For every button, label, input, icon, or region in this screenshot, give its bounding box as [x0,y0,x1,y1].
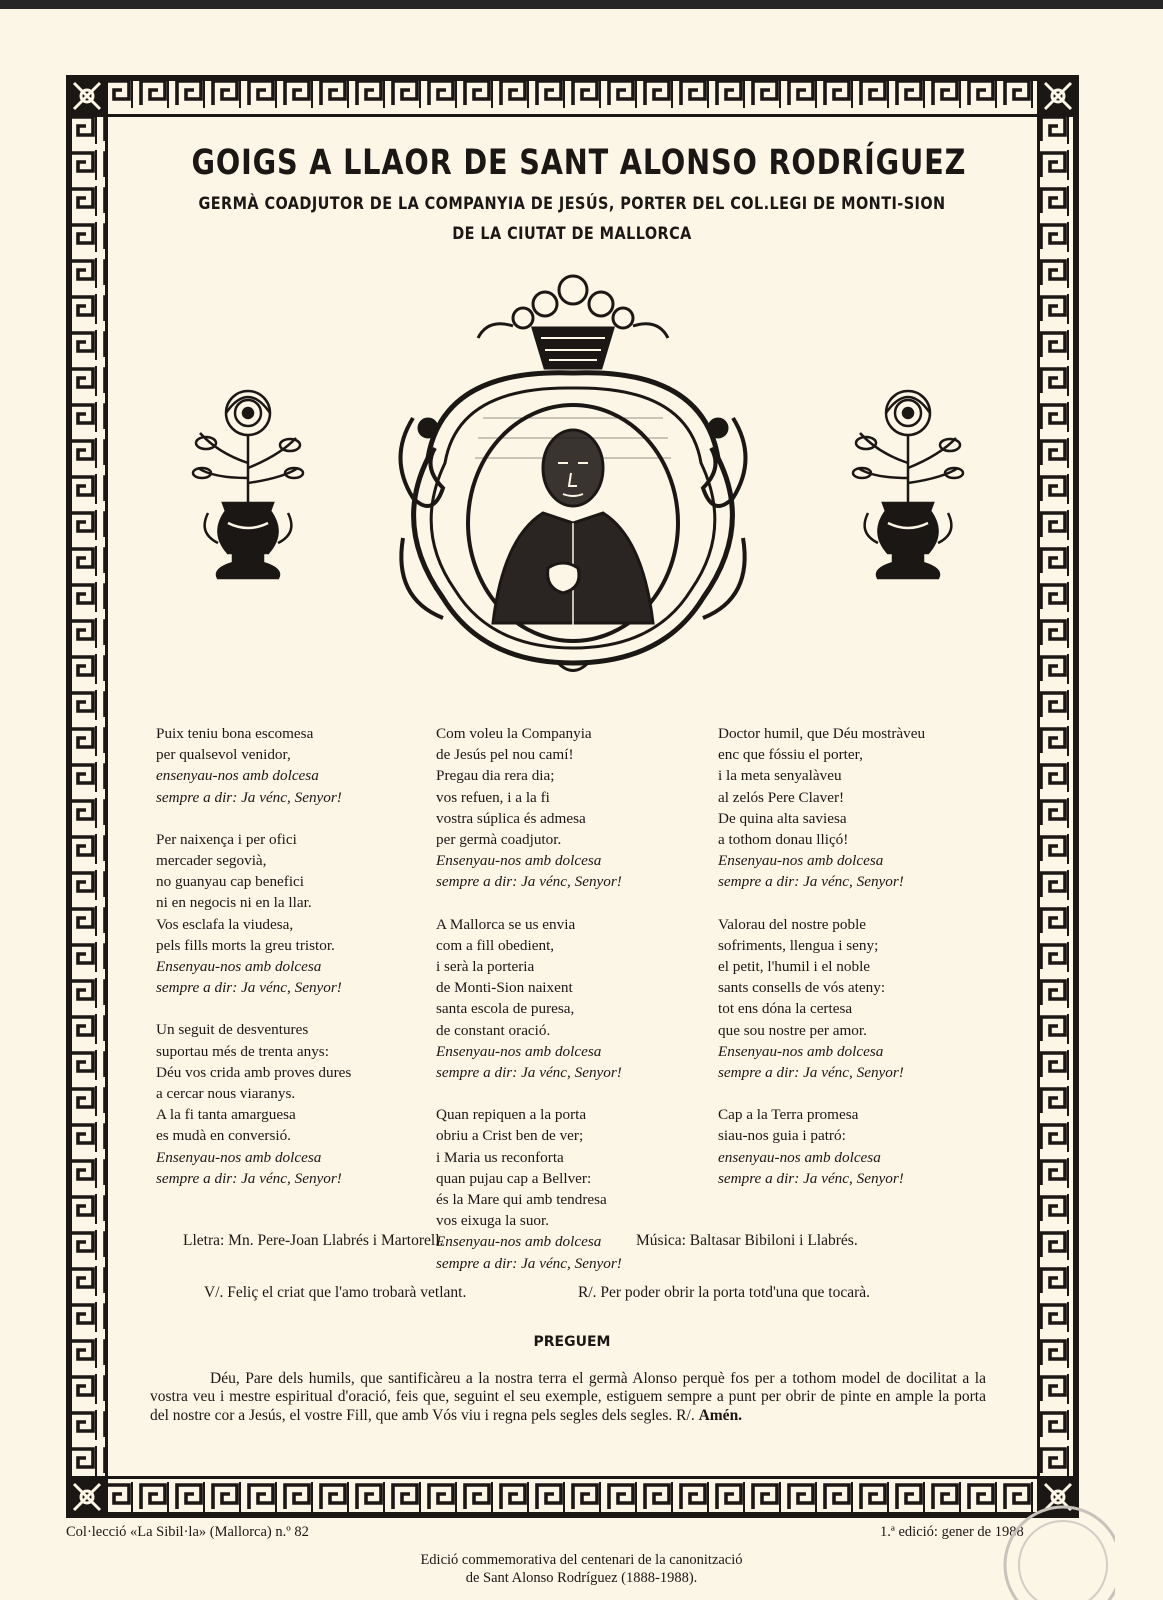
versicle-text: V/. Feliç el criat que l'amo trobarà vetlant. [204,1284,467,1301]
refrain-line: sempre a dir: Ja vénc, Senyor! [156,788,342,806]
refrain-line: sempre a dir: Ja vénc, Senyor! [436,873,622,891]
verse-line: sants consells de vós ateny: [718,979,886,997]
refrain-line: Ensenyau-nos amb dolcesa [156,958,322,976]
verse-line: mercader segovià, [156,852,267,870]
verse-line: obriu a Crist ben de ver; [436,1127,584,1145]
verse-line: vos refuen, i a la fi [436,788,550,806]
verse-line: Doctor humil, que Déu mostràveu [718,725,926,742]
verse-line: a tothom donau lliçó! [718,831,849,849]
stanza [718,914,988,1084]
page-title: GOIGS A LLAOR DE SANT ALONSO RODRÍGUEZ [191,143,967,183]
edition-note: 1.ª edició: gener de 1988 [880,1524,1024,1540]
verse-line: santa escola de puresa, [436,1000,575,1018]
verse-line: i la meta senyalàveu [718,767,842,785]
verse-line: Puix teniu bona escomesa [156,725,314,742]
verse-line: Per naixença i per ofici [156,830,297,848]
verse-line: Un seguit de desventures [156,1021,309,1039]
refrain-line: sempre a dir: Ja vénc, Senyor! [718,1169,904,1187]
verse-line: A la fi tanta amarguesa [156,1106,296,1124]
stanza [436,723,706,893]
saint-portrait-cartouche-icon [373,268,773,678]
commemorative-line-2: de Sant Alonso Rodríguez (1888-1988). [465,1570,698,1586]
stanza [436,914,706,1084]
response-text: R/. Per poder obrir la porta totd'una que tocarà. [578,1284,871,1301]
verse-line: al zelós Pere Claver! [718,788,845,806]
flower-vase-right-icon [848,383,968,588]
prayer-paragraph [150,1370,986,1425]
stanza [718,1104,988,1189]
verse-line: quan pujau cap a Bellver: [436,1169,592,1187]
refrain-line: sempre a dir: Ja vénc, Senyor! [718,1064,904,1082]
commemorative-line-1: Edició commemorativa del centenari de la canonització [420,1552,743,1568]
verse-line: ni en negocis ni en la llar. [156,894,312,912]
stanza [718,723,988,893]
stanza [156,1019,426,1189]
refrain-line: ensenyau-nos amb dolcesa [718,1148,881,1166]
verse-line: per qualsevol venidor, [156,746,291,764]
verse-line: a cercar nous viaranys. [156,1085,296,1103]
verse-column-3 [718,723,988,1210]
verse-line: Pregau dia rera dia; [436,767,555,785]
subtitle-line-2: DE LA CIUTAT DE MALLORCA [452,224,692,244]
verse-line: Cap a la Terra promesa [718,1106,859,1124]
verse-line: de Monti-Sion naixent [436,979,573,997]
refrain-line: Ensenyau-nos amb dolcesa [156,1148,322,1166]
verse-line: el petit, l'humil i el noble [718,958,871,976]
verse-line: Déu vos crida amb proves dures [156,1063,352,1081]
verse-line: i Maria us reconforta [436,1148,564,1166]
refrain-line: Ensenyau-nos amb dolcesa [718,1042,884,1060]
collection-note: Col·lecció «La Sibil·la» (Mallorca) n.º 82 [66,1524,309,1540]
verse-line: Com voleu la Companyia [436,725,592,742]
verse-line: i serà la porteria [436,958,535,976]
refrain-line: Ensenyau-nos amb dolcesa [718,852,884,870]
verse-line: Quan repiquen a la porta [436,1106,587,1124]
verse-line: no guanyau cap benefici [156,873,305,891]
verse-line: enc que fóssiu el porter, [718,746,863,764]
verse-line: que sou nostre per amor. [718,1021,867,1039]
verse-line: tot ens dóna la certesa [718,1000,853,1018]
refrain-line: Ensenyau-nos amb dolcesa [436,1233,602,1251]
page-content [108,118,1036,1476]
verse-line: per germà coadjutor. [436,831,562,849]
verse-line: pels fills morts la greu tristor. [156,936,335,954]
refrain-line: sempre a dir: Ja vénc, Senyor! [156,1169,342,1187]
verse-line: De quina alta saviesa [718,809,847,827]
lyrics-credit: Lletra: Mn. Pere-Joan Llabrés i Martorell. [183,1232,444,1249]
verse-line: es mudà en conversió. [156,1127,291,1145]
subtitle-line-1: GERMÀ COADJUTOR DE LA COMPANYIA DE JESÚS, PORTER DEL COL.LEGI DE MONTI-SION [198,194,946,214]
music-credit: Música: Baltasar Bibiloni i Llabrés. [636,1232,858,1249]
flower-vase-left-icon [188,383,308,588]
stanza [156,723,426,808]
verse-line: A Mallorca se us envia [436,915,576,933]
verse-column-2 [436,723,706,1295]
verse-line: de Jesús pel nou camí! [436,746,574,764]
verse-line: de constant oració. [436,1021,551,1039]
verse-column-1 [156,723,426,1210]
prayer-amen: Amén. [698,1406,743,1424]
refrain-line: sempre a dir: Ja vénc, Senyor! [436,1064,622,1082]
refrain-line: sempre a dir: Ja vénc, Senyor! [156,979,342,997]
stanza [156,829,426,999]
verse-line: vos eixuga la suor. [436,1212,550,1230]
prayer-heading: PREGUEM [533,1334,611,1350]
verse-line: vostra súplica és admesa [436,809,586,827]
refrain-line: ensenyau-nos amb dolcesa [156,767,319,785]
verse-line: com a fill obedient, [436,936,555,954]
refrain-line: sempre a dir: Ja vénc, Senyor! [436,1254,622,1272]
faded-stamp-icon [985,1495,1115,1600]
scan-top-edge [0,0,1163,9]
verse-line: Vos esclafa la viudesa, [156,915,294,933]
verse-line: és la Mare qui amb tendresa [436,1191,607,1209]
verse-line: Valorau del nostre poble [718,915,867,933]
verse-line: siau-nos guia i patró: [718,1127,846,1145]
refrain-line: sempre a dir: Ja vénc, Senyor! [718,873,904,891]
verse-line: sofriments, llengua i seny; [718,936,879,954]
prayer-text: Déu, Pare dels humils, que santificàreu a la nostra terra el germà Alonso perquè fos per a tothom model de docilitat a la vostra veu i mestre espiritual d'oració, feis que, seguint el seu exemple, estiguem sempre a punt per obrir de pinte en ample la porta del nostre cor a Jesús, el vostre Fill, que amb Vós viu i regna pels segles dels segles. R/. [150,1370,986,1424]
verse-line: suportau més de trenta anys: [156,1042,329,1060]
refrain-line: Ensenyau-nos amb dolcesa [436,1042,602,1060]
refrain-line: Ensenyau-nos amb dolcesa [436,852,602,870]
